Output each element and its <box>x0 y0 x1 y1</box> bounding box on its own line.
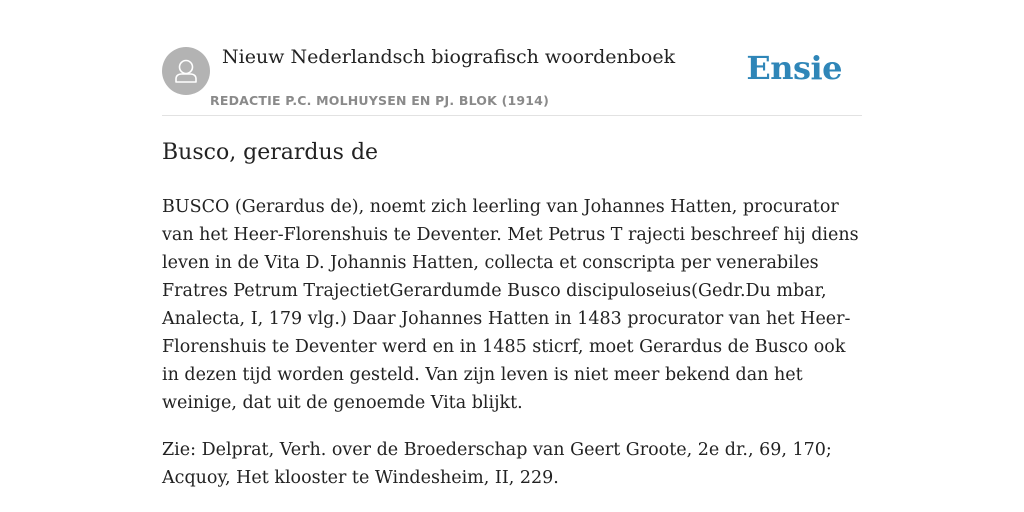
entry-title: Busco, gerardus de <box>162 140 379 165</box>
entry-body <box>162 193 867 511</box>
editors-line: REDACTIE P.C. MOLHUYSEN EN PJ. BLOK (1914) <box>210 93 549 108</box>
entry-paragraph: BUSCO (Gerardus de), noemt zich leerling van Johannes Hatten, procurator van het Heer-Florenshuis te Deventer. Met Petrus T rajecti beschreef hij diens leven in de Vita D. Johannis Hatten, collecta et conscripta per venerabiles Fratres Petrum TrajectietGerardumde Busco discipuloseius(Gedr.Du mbar, Analecta, I, 179 vlg.) Daar Johannes Hatten in 1483 procurator van het Heer-Florenshuis te Deventer werd en in 1485 sticrf, moet Gerardus de Busco ook in dezen tijd worden gesteld. Van zijn leven is niet meer bekend dan het weinige, dat uit de genoemde Vita blijkt. <box>162 197 859 413</box>
person-icon <box>162 47 210 95</box>
page-header <box>162 40 862 116</box>
ensie-logo[interactable]: Ensie <box>746 49 842 87</box>
book-title[interactable]: Nieuw Nederlandsch biografisch woordenboek <box>222 46 676 68</box>
entry-references: Zie: Delprat, Verh. over de Broederschap van Geert Groote, 2e dr., 69, 170; Acquoy, Het klooster te Windesheim, II, 229. <box>162 440 832 488</box>
author-avatar <box>162 47 210 95</box>
